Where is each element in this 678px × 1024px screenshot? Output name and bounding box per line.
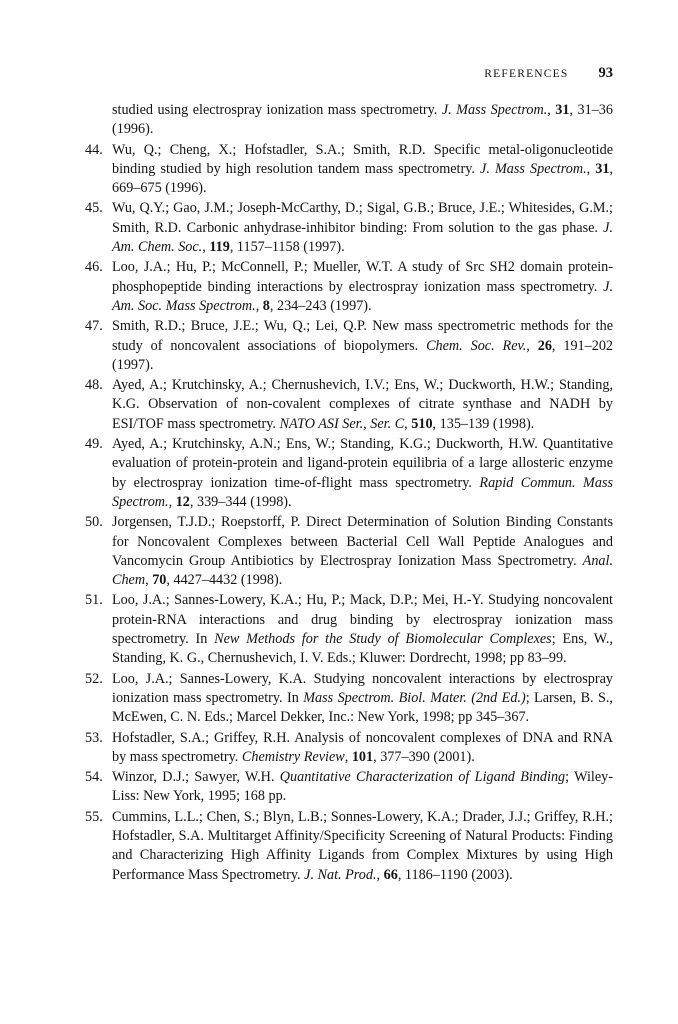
reference-entry (85, 258, 613, 316)
reference-entry (85, 435, 613, 512)
reference-text: Jorgensen, T.J.D.; Roepstorff, P. Direct Determination of Solution Binding Constants for Noncovalent Complexes between Bacterial Cell Wall Peptide Analogues and Vancomycin Group Antibiotics by Electrospray Ionization Mass Spectrometry. Anal. Chem, 70, 4427–4432 (1998). (112, 514, 613, 589)
reference-text: Smith, R.D.; Bruce, J.E.; Wu, Q.; Lei, Q.P. New mass spectrometric methods for the study of noncovalent associations of biopolymers. Chem. Soc. Rev., 26, 191–202 (1997). (112, 318, 614, 373)
reference-entry (85, 768, 613, 807)
reference-list (85, 101, 613, 886)
reference-text: Ayed, A.; Krutchinsky, A.; Chernushevich, I.V.; Ens, W.; Duckworth, H.W.; Standing, K.G. Observation of non-covalent complexes of citrate synthase and NADH by ESI/TOF mass spectrometry. NATO ASI Ser., Ser. C, 510, 135–139 (1998). (112, 377, 613, 432)
page-number: 93 (598, 65, 613, 81)
reference-text: Loo, J.A.; Hu, P.; McConnell, P.; Mueller, W.T. A study of Src SH2 domain protein-phosphopeptide binding interactions by electrospray ionization mass spectrometry. J. Am. Soc. Mass Spectrom., 8, 234–243 (1997). (112, 259, 613, 314)
reference-entry (85, 729, 613, 768)
reference-entry (85, 591, 613, 668)
reference-number: 46. (85, 259, 103, 276)
reference-text: studied using electrospray ionization mass spectrometry. J. Mass Spectrom., 31, 31–36 (1996). (112, 102, 613, 138)
running-header (85, 64, 613, 82)
reference-number: 44. (85, 141, 103, 158)
reference-entry (85, 376, 613, 434)
reference-entry (85, 670, 613, 728)
reference-text: Wu, Q.Y.; Gao, J.M.; Joseph-McCarthy, D.; Sigal, G.B.; Bruce, J.E.; Whitesides, G.M.; Smith, R.D. Carbonic anhydrase-inhibitor binding: From solution to the gas phase. J. Am. Chem. Soc., 119, 1157–1158 (1997). (112, 200, 613, 256)
reference-number: 55. (85, 808, 103, 825)
reference-text: Loo, J.A.; Sannes-Lowery, K.A. Studying noncovalent interactions by electrospray ionization mass spectrometry. In Mass Spectrom. Biol. Mater. (2nd Ed.); Larsen, B. S., McEwen, C. N. Eds.; Marcel Dekker, Inc.: New York, 1998; pp 345–367. (112, 670, 613, 726)
reference-entry (85, 513, 613, 590)
reference-number: 52. (85, 670, 103, 687)
reference-continuation (85, 101, 613, 140)
reference-number: 47. (85, 318, 103, 335)
reference-text: Wu, Q.; Cheng, X.; Hofstadler, S.A.; Smith, R.D. Specific metal-oligonucleotide binding studied by high resolution tandem mass spectrometry. J. Mass Spectrom., 31, 669–675 (1996). (112, 141, 614, 197)
reference-entry (85, 199, 613, 257)
reference-number: 49. (85, 436, 103, 453)
reference-entry (85, 317, 613, 375)
reference-text: Cummins, L.L.; Chen, S.; Blyn, L.B.; Sonnes-Lowery, K.A.; Drader, J.J.; Griffey, R.H.; Hofstadler, S.A. Multitarget Affinity/Specificity Screening of Natural Products: Finding and Characterizing High Affinity Ligands from Complex Mixtures by using High Performance Mass Spectrometry. J. Nat. Prod., 66, 1186–1190 (2003). (112, 808, 613, 883)
reference-text: Hofstadler, S.A.; Griffey, R.H. Analysis of noncovalent complexes of DNA and RNA by mass spectrometry. Chemistry Review, 101, 377–390 (2001). (112, 729, 613, 765)
reference-number: 45. (85, 200, 103, 217)
reference-number: 54. (85, 769, 103, 786)
reference-number: 50. (85, 514, 103, 531)
reference-text: Loo, J.A.; Sannes-Lowery, K.A.; Hu, P.; Mack, D.P.; Mei, H.-Y. Studying noncovalent protein-RNA interactions and drug binding by electrospray ionization mass spectrometry. In New Methods for the Study of Biomolecular Complexes; Ens, W., Standing, K. G., Chernushevich, I. V. Eds.; Kluwer: Dordrecht, 1998; pp 83–99. (112, 592, 613, 667)
reference-entry (85, 808, 613, 885)
running-header-title: REFERENCES (484, 68, 569, 80)
reference-number: 53. (85, 729, 103, 746)
reference-number: 51. (85, 592, 103, 609)
reference-entry (85, 141, 613, 199)
reference-number: 48. (85, 377, 103, 394)
reference-text: Ayed, A.; Krutchinsky, A.N.; Ens, W.; Standing, K.G.; Duckworth, H.W. Quantitative evaluation of protein-protein and ligand-protein equilibria of a large allosteric enzyme by electrospray ionization time-of-flight mass spectrometry. Rapid Commun. Mass Spectrom., 12, 339–344 (1998). (112, 436, 613, 510)
reference-text: Winzor, D.J.; Sawyer, W.H. Quantitative Characterization of Ligand Binding; Wiley-Liss: New York, 1995; 168 pp. (112, 769, 613, 805)
